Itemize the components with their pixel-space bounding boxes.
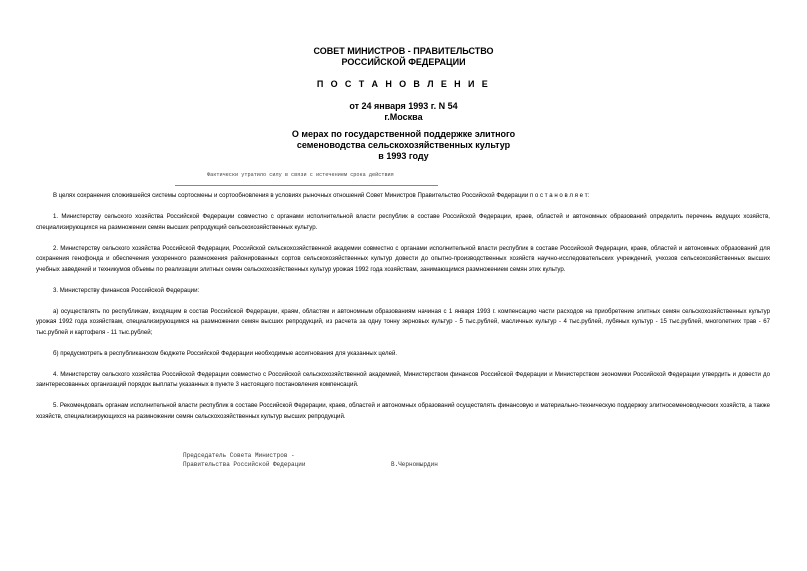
paragraph-preamble: В целях сохранения сложившейся системы сортосмены и сортообновления в условиях рыночных отношений Совет Министров Правительство Российской Федерации п о с т а н о в л я е т: (53, 192, 590, 199)
paragraph-1: 1. Министерству сельского хозяйства Российской Федерации совместно с органами исполнительной власти республик в составе Российской Федерации, краев, областей и автономных образований определить перечень ведущих хозяйств, специализирующихся на размножении семян высших репродукций сельскохозяйственных культур. (36, 213, 770, 231)
title-line-3: в 1993 году (378, 151, 429, 161)
authority-line-2: РОССИЙСКОЙ ФЕДЕРАЦИИ (341, 57, 466, 67)
paragraph-5: 5. Рекомендовать органам исполнительной власти республик в составе Российской Федерации, краев, областей и автономных образований осуществлять финансовую и материально-техническую поддержку элитносеменоводческих хозяйств, а также хозяйств, специализирующихся на размножении семян сельскохозяйственных культур высших репродукций. (36, 402, 770, 420)
signature-position (183, 451, 305, 469)
document-place: г.Москва (384, 112, 423, 122)
document-date: от 24 января 1993 г. N 54 (349, 101, 458, 111)
paragraph-3: 3. Министерству финансов Российской Федерации: (53, 286, 200, 294)
document-title (0, 129, 807, 162)
paragraph-3a: а) осуществлять по республикам, входящим в состав Российской Федерации, краям, областям и автономным образованиям начиная с 1 января 1993 г. компенсацию части расходов на приобретение элитных семян сельскохозяйственных культур урожая 1992 года хозяйствам, специализирующимся на размножении семян высших репродукций, из расчета за одну тонну зерновых культур - 5 тыс.рублей, масличных культур - 4 тыс.рублей, лубяных культур - 15 тыс.рублей, многолетних трав - 67 тыс.рублей и картофеля - 11 тыс.рублей; (36, 307, 770, 336)
document-date-block (0, 101, 807, 123)
authority-line-1: СОВЕТ МИНИСТРОВ - ПРАВИТЕЛЬСТВО (313, 46, 494, 56)
status-note: Фактически утратило силу в связи с истечением срока действия (207, 172, 394, 178)
title-line-2: семеноводства сельскохозяйственных культур (296, 140, 511, 150)
divider (175, 185, 438, 186)
signature-position-line-1: Председатель Совета Министров - (183, 452, 295, 459)
document-body (36, 191, 770, 433)
paragraph-4: 4. Министерству сельского хозяйства Российской Федерации совместно с Российской сельскохозяйственной академией, Министерством финансов Российской Федерации и Министерством экономики Российской Федерации утвердить и довести до заинтересованных организаций порядок выплаты указанных в пункте 3 настоящего постановления компенсаций. (36, 370, 770, 388)
paragraph-2: 2. Министерству сельского хозяйства Российской Федерации, Российской сельскохозяйственной академии совместно с органами исполнительной власти республик в составе Российской Федерации, краев, областей и автономных образований для сохранения генофонда и обеспечения ускоренного размножения районированных сортов сельскохозяйственных культур довести до опытно-производственных хозяйств научно-исследовательских учреждений, учхозов сельскохозяйственных высших учебных заведений и техникумов объемы по реализации элитных семян сельскохозяйственных культур урожая 1992 года хозяйствам, занимающимся размножением семян этих культур. (36, 244, 770, 273)
issuing-authority (0, 46, 807, 68)
signature-position-line-2: Правительства Российской Федерации (183, 461, 306, 468)
paragraph-3b: б) предусмотреть в республиканском бюджете Российской Федерации необходимые ассигнования для указанных целей. (53, 349, 398, 357)
signatory-name: В.Черномырдин (391, 461, 438, 468)
title-line-1: О мерах по государственной поддержке элитного (291, 129, 516, 139)
document-type: П О С Т А Н О В Л Е Н И Е (316, 79, 491, 89)
